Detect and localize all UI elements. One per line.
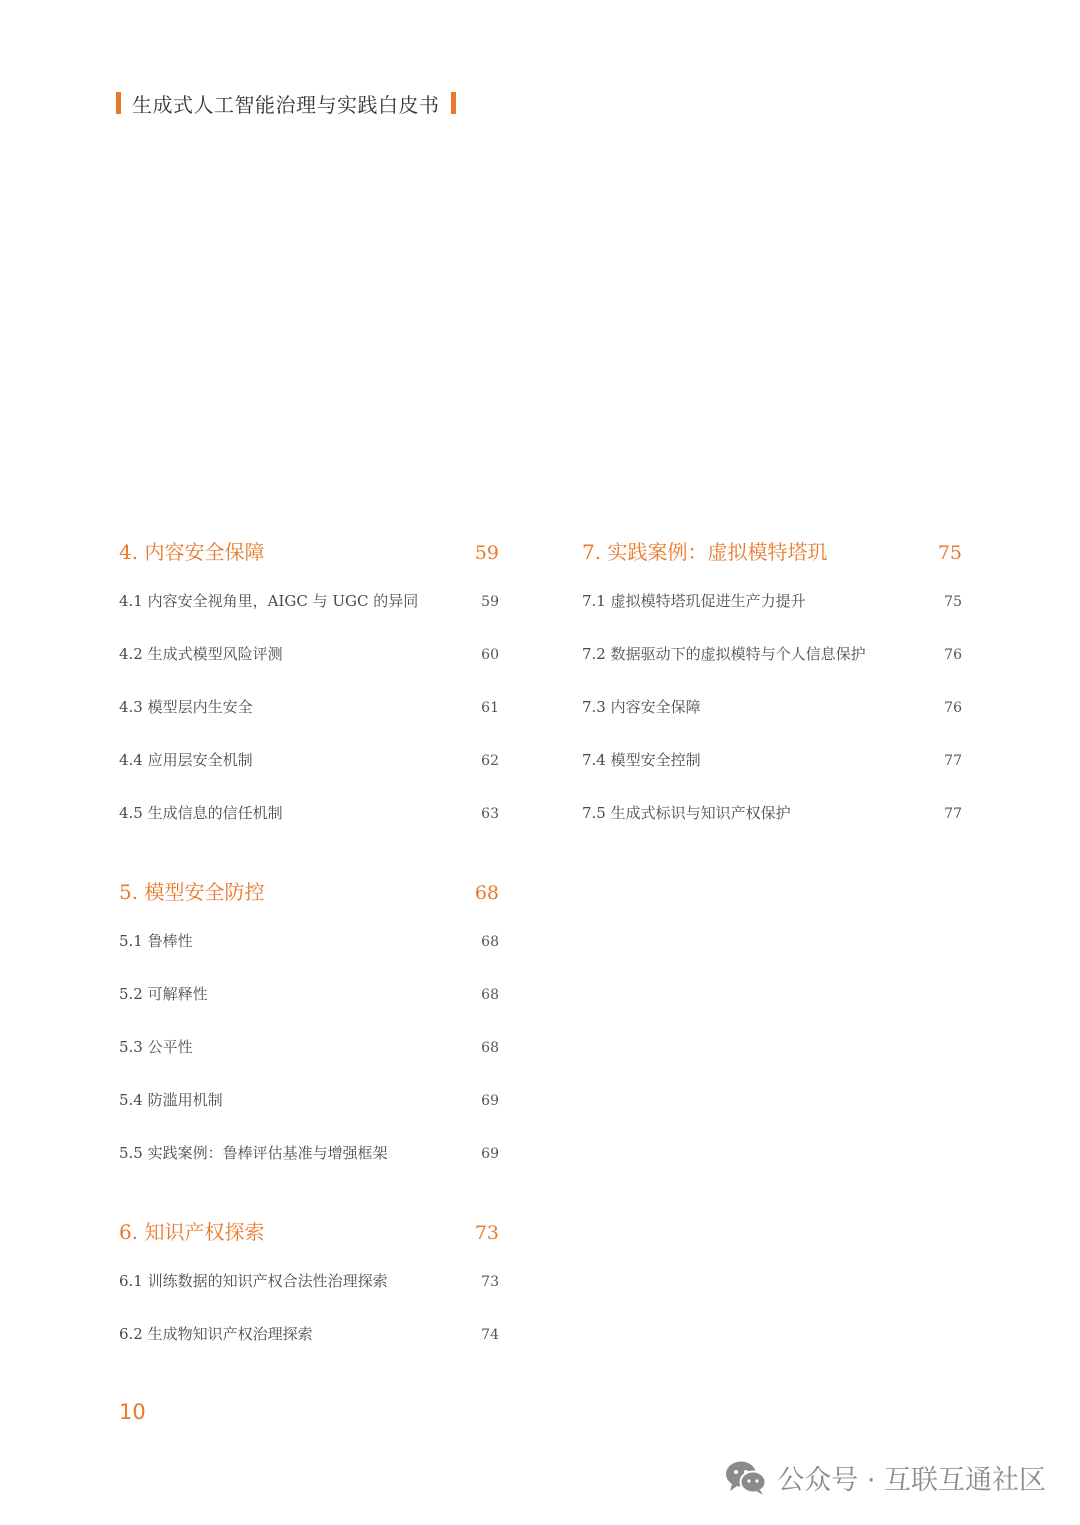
toc-entry[interactable] [119, 914, 499, 967]
watermark-text: 公众号 · 互联互通社区 [777, 1465, 1046, 1496]
toc-section-page: 68 [474, 882, 499, 904]
toc-section-title: 6. 知识产权探索 [119, 1220, 265, 1244]
toc-entry[interactable] [119, 1307, 499, 1360]
toc-section-heading[interactable] [119, 536, 499, 574]
toc-entry-page: 61 [481, 700, 499, 716]
toc-entry-label: 7.3 内容安全保障 [582, 698, 701, 716]
toc-entry[interactable] [119, 786, 499, 839]
toc-entry-page: 75 [944, 594, 962, 610]
toc-section-heading[interactable] [119, 876, 499, 914]
toc-entry-page: 68 [481, 1040, 499, 1056]
toc-entry-page: 59 [481, 594, 499, 610]
toc-section-heading[interactable] [582, 536, 962, 574]
toc-entry-page: 74 [481, 1327, 499, 1343]
toc-entry[interactable] [582, 733, 962, 786]
toc-entry-page: 68 [481, 934, 499, 950]
toc-entry-label: 7.2 数据驱动下的虚拟模特与个人信息保护 [582, 645, 866, 663]
toc-entry-page: 68 [481, 987, 499, 1003]
watermark [725, 1458, 1046, 1497]
header-left-bar [116, 92, 121, 114]
header-right-bar [451, 92, 456, 114]
toc-entry-label: 4.4 应用层安全机制 [119, 751, 253, 769]
toc-entry[interactable] [582, 574, 962, 627]
toc-section-4 [119, 536, 499, 839]
toc-entry-page: 62 [481, 753, 499, 769]
toc-entry-label: 5.5 实践案例：鲁棒评估基准与增强框架 [119, 1144, 388, 1162]
toc-entry-label: 4.5 生成信息的信任机制 [119, 804, 283, 822]
toc-entry-page: 76 [944, 700, 962, 716]
document-title: 生成式人工智能治理与实践白皮书 [132, 92, 440, 117]
toc-entry-page: 73 [481, 1274, 499, 1290]
toc-entry-label: 5.1 鲁棒性 [119, 932, 193, 950]
toc-section-title: 4. 内容安全保障 [119, 540, 265, 564]
toc-entry-label: 5.3 公平性 [119, 1038, 193, 1056]
toc-entry-label: 5.2 可解释性 [119, 985, 208, 1003]
toc-entry[interactable] [119, 680, 499, 733]
toc-section-title: 7. 实践案例：虚拟模特塔玑 [582, 540, 828, 564]
toc-entry-label: 4.3 模型层内生安全 [119, 698, 253, 716]
toc-section-page: 75 [937, 542, 962, 564]
toc-entry[interactable] [119, 1126, 499, 1179]
toc-entry[interactable] [582, 680, 962, 733]
toc-entry-page: 77 [944, 806, 962, 822]
toc-section-6 [119, 1216, 499, 1360]
toc-entry[interactable] [119, 574, 499, 627]
toc-entry[interactable] [119, 733, 499, 786]
toc-section-page: 59 [474, 542, 499, 564]
page-number: 10 [119, 1400, 146, 1424]
toc-entry-label: 5.4 防滥用机制 [119, 1091, 223, 1109]
toc-entry-page: 60 [481, 647, 499, 663]
toc-left-column [119, 536, 499, 1397]
wechat-icon [725, 1460, 767, 1496]
toc-entry[interactable] [119, 967, 499, 1020]
toc-entry-label: 7.5 生成式标识与知识产权保护 [582, 804, 791, 822]
toc-entry-label: 6.1 训练数据的知识产权合法性治理探索 [119, 1272, 388, 1290]
toc-entry-label: 6.2 生成物知识产权治理探索 [119, 1325, 313, 1343]
toc-entry-page: 63 [481, 806, 499, 822]
toc-entry[interactable] [582, 786, 962, 839]
toc-section-7 [582, 536, 962, 839]
toc-entry[interactable] [119, 627, 499, 680]
document-header [116, 89, 456, 117]
toc-entry[interactable] [119, 1073, 499, 1126]
toc-entry-label: 4.1 内容安全视角里，AIGC 与 UGC 的异同 [119, 592, 419, 610]
toc-entry-page: 69 [481, 1146, 499, 1162]
toc-entry-page: 76 [944, 647, 962, 663]
toc-entry-label: 7.1 虚拟模特塔玑促进生产力提升 [582, 592, 806, 610]
toc-entry-label: 7.4 模型安全控制 [582, 751, 701, 769]
toc-entry[interactable] [119, 1254, 499, 1307]
toc-section-title: 5. 模型安全防控 [119, 880, 265, 904]
toc-entry[interactable] [119, 1020, 499, 1073]
toc-right-column [582, 536, 962, 876]
toc-entry-page: 69 [481, 1093, 499, 1109]
toc-section-5 [119, 876, 499, 1179]
toc-entry[interactable] [582, 627, 962, 680]
toc-section-heading[interactable] [119, 1216, 499, 1254]
toc-section-page: 73 [474, 1222, 499, 1244]
toc-entry-page: 77 [944, 753, 962, 769]
toc-entry-label: 4.2 生成式模型风险评测 [119, 645, 283, 663]
